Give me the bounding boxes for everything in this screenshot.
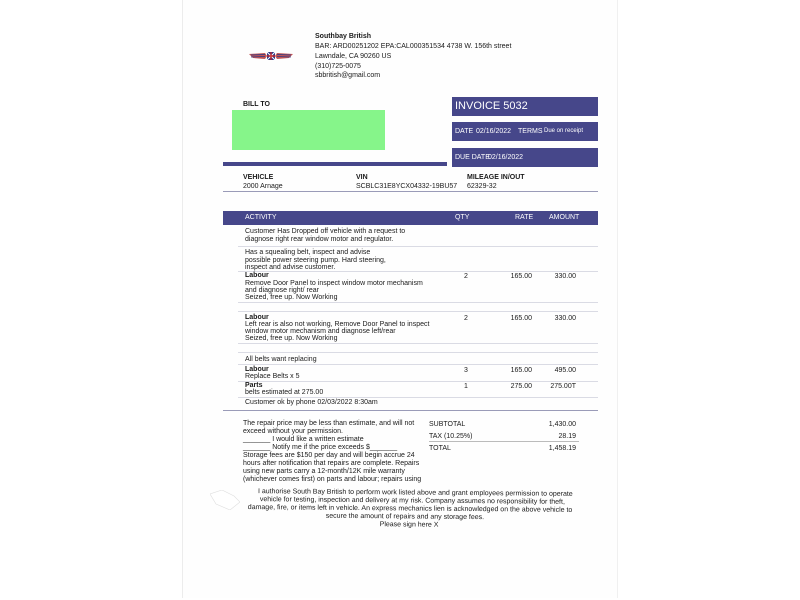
line-amount: 330.00 (554, 273, 576, 280)
row-divider (238, 246, 598, 247)
authorisation-line: secure the amount of repairs and any storage fees. (325, 512, 485, 522)
date-label: DATE (455, 128, 474, 135)
terms-line: hours after notification that repairs are complete. Repairs (243, 460, 420, 467)
activity-table-header (223, 211, 598, 225)
total-value: 1,458.19 (548, 445, 576, 452)
note-line: Has a squealing belt, inspect and advise (245, 249, 371, 256)
line-rate: 165.00 (510, 273, 532, 280)
line-qty: 2 (464, 315, 468, 322)
totals-divider (429, 441, 579, 442)
note-line: Customer ok by phone 02/03/2022 8:30am (245, 399, 378, 406)
row-divider (238, 352, 598, 353)
bill-to-underline (223, 162, 447, 166)
row-divider (238, 311, 598, 312)
col-activity: ACTIVITY (245, 214, 277, 221)
note-line: possible power steering pump. Hard steering, (245, 257, 386, 264)
invoice-title-box (452, 97, 598, 116)
vehicle-value: 2000 Arnage (243, 183, 283, 190)
torn-corner-mark (210, 490, 240, 510)
row-divider (238, 302, 598, 303)
date-value: 02/16/2022 (476, 128, 512, 135)
col-amount: AMOUNT (549, 214, 580, 221)
table-bottom-divider (223, 410, 598, 411)
line-item-desc: window motor mechanism and diagnose left/rear (245, 328, 396, 335)
note-line: diagnose right rear window motor and regulator. (245, 236, 394, 243)
vin-label: VIN (356, 174, 368, 181)
terms-line: exceed without your permission. (243, 428, 343, 435)
row-divider (238, 271, 598, 272)
subtotal-label: SUBTOTAL (429, 421, 466, 428)
total-label: TOTAL (429, 445, 451, 452)
mileage-label: MILEAGE IN/OUT (467, 174, 525, 181)
authorisation-line: damage, fire, or items left in vehicle. An express mechanics lien is acknowledged on the above vehicle to (247, 504, 573, 514)
line-qty: 2 (464, 273, 468, 280)
line-item-desc: Left rear is also not working, Remove Door Panel to inspect (245, 321, 430, 328)
line-item-desc: Remove Door Panel to inspect window motor mechanism (245, 280, 423, 287)
terms-line: (whichever comes first) on parts and labour; repairs using (243, 476, 422, 483)
terms-label: TERMS (518, 128, 543, 135)
line-item-name: Labour (245, 314, 269, 321)
vin-value: SCBLC31E8YCX04332-19BU57 (356, 183, 458, 190)
line-amount: 275.00T (550, 383, 576, 390)
line-rate: 165.00 (510, 315, 532, 322)
redaction-block (232, 110, 385, 150)
mileage-value: 62329-32 (467, 183, 497, 190)
line-item-desc: belts estimated at 275.00 (245, 389, 324, 396)
invoice-title: INVOICE 5032 (455, 100, 528, 112)
subtotal-value: 1,430.00 (548, 421, 576, 428)
authorisation-line: I authorise South Bay British to perform work listed above and grant employees permission to operate (257, 488, 573, 498)
col-qty: QTY (455, 214, 470, 221)
line-item-desc: Seized, free up. Now Working (245, 294, 338, 301)
company-email: sbbritish@gmail.com (315, 72, 381, 79)
due-date-box (452, 148, 598, 167)
line-rate: 275.00 (510, 383, 532, 390)
terms-line: _______ I would like a written estimate (243, 436, 364, 443)
terms-value: Due on receipt (544, 128, 584, 134)
line-amount: 330.00 (554, 315, 576, 322)
tax-value: 28.19 (558, 433, 576, 440)
company-phone: (310)725-0075 (315, 63, 361, 70)
line-item-name: Parts (245, 382, 263, 389)
line-item-name: Labour (245, 366, 269, 373)
authorisation-line: vehicle for testing, inspection and delivery at my risk. Company assumes no responsibility for theft, (259, 496, 565, 506)
bill-to-label: BILL TO (243, 101, 270, 108)
due-date-value: 02/16/2022 (488, 154, 524, 161)
line-item-desc: Replace Belts x 5 (245, 373, 300, 380)
line-qty: 1 (464, 383, 468, 390)
vehicle-divider (223, 191, 598, 192)
terms-line: _______ Notify me if the price exceeds $_______ (243, 444, 398, 451)
winged-badge-logo (247, 50, 295, 62)
date-terms-box (452, 122, 598, 141)
row-divider (238, 343, 598, 344)
vehicle-label: VEHICLE (243, 174, 274, 181)
note-line: Customer Has Dropped off vehicle with a request to (245, 228, 406, 235)
line-item-desc: Seized, free up. Now Working (245, 335, 338, 342)
col-rate: RATE (515, 214, 534, 221)
note-line: All belts want replacing (245, 356, 317, 363)
line-amount: 495.00 (554, 367, 576, 374)
terms-line: Storage fees are $150 per day and will begin accrue 24 (243, 452, 415, 459)
line-qty: 3 (464, 367, 468, 374)
company-bar-line: BAR: ARD00251202 EPA:CAL000351534 4738 W. 156th street (315, 43, 512, 50)
line-rate: 165.00 (510, 367, 532, 374)
company-name: Southbay British (315, 33, 372, 40)
line-item-desc: and diagnose right/ rear (245, 287, 319, 294)
tax-label: TAX (10.25%) (429, 433, 473, 440)
sign-here-text[interactable]: Please sign here X (379, 521, 439, 529)
company-city-line: Lawndale, CA 90260 US (315, 53, 392, 60)
due-date-label: DUE DATE (455, 154, 490, 161)
line-item-name: Labour (245, 272, 269, 279)
note-line: inspect and advise customer. (245, 264, 336, 271)
row-divider (238, 381, 598, 382)
row-divider (238, 364, 598, 365)
terms-line: using new parts carry a 12-month/12K mile warranty (243, 468, 405, 475)
row-divider (238, 397, 598, 398)
terms-line: The repair price may be less than estimate, and will not (243, 420, 415, 427)
